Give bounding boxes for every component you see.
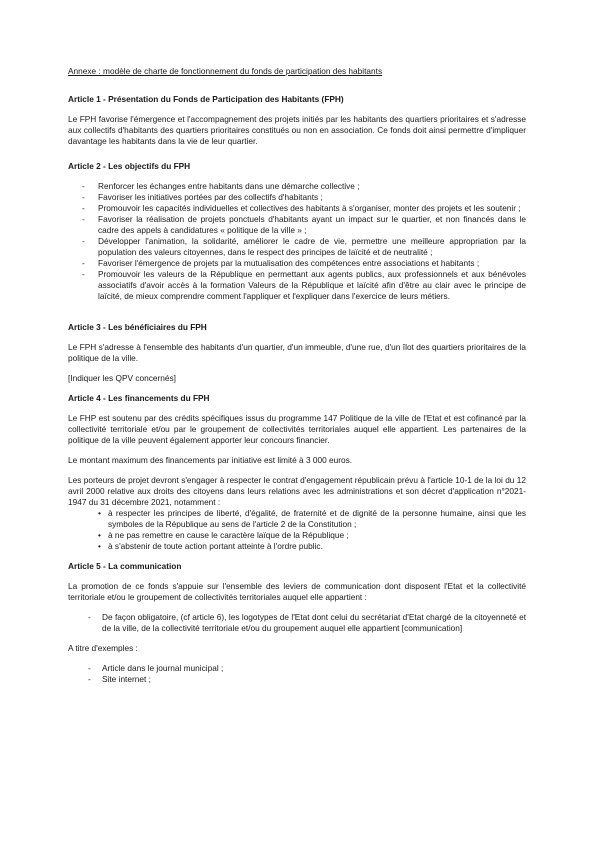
- article-1-title: Article 1 - Présentation du Fonds de Participation des Habitants (FPH): [68, 94, 344, 104]
- article-2-title: Article 2 - Les objectifs du FPH: [68, 161, 191, 171]
- objective-item: - Promouvoir les valeurs de la République en permettant aux agents publics, aux professionnels et aux bénévoles associatifs d'avoir accès à la formation Valeurs de la République et laïcité afin d'être au clair avec le principe de laïcité, de mieux comprendre comment l'appliquer et l'expliquer dans l'exercice de leurs métiers.: [68, 269, 526, 302]
- communication-item: - De façon obligatoire, (cf article 6), les logotypes de l'Etat dont celui du secrétariat d'Etat chargé de la citoyenneté et de la ville, de la collectivité territoriale et/ou du groupement auquel elle appartient [communication]: [68, 612, 526, 634]
- objective-item: - Développer l'animation, la solidarité, améliorer le cadre de vie, permettre une meilleure appropriation par la population des valeurs citoyennes, dans le respect des principes de laïcité et de neutralité ;: [68, 236, 526, 258]
- objective-item: - Favoriser l'émergence de projets par la mutualisation des compétences entre associations et habitants ;: [68, 258, 526, 269]
- commitment-item: • à respecter les principes de liberté, d'égalité, de fraternité et de dignité de la personne humaine, ainsi que les symboles de la République au sens de l'article 2 de la Constitution ;: [68, 508, 526, 530]
- objective-item: - Favoriser la réalisation de projets ponctuels d'habitants ayant un impact sur le quartier, et non financés dans le cadre des appels à candidatures « politique de la ville » ;: [68, 214, 526, 236]
- commitments-list: [68, 508, 526, 552]
- article-3-note: [Indiquer les QPV concernés]: [68, 373, 176, 383]
- commitment-item: • à ne pas remettre en cause le caractère laïque de la République ;: [68, 530, 526, 541]
- examples-intro: A titre d'exemples :: [68, 643, 138, 653]
- objective-item: - Promouvoir les capacités individuelles et collectives des habitants à s'organiser, monter des projets et les soutenir ;: [68, 203, 526, 214]
- objective-item: - Favoriser les initiatives portées par des collectifs d'habitants ;: [68, 192, 526, 203]
- communication-list: [68, 612, 526, 634]
- article-3-text: Le FPH s'adresse à l'ensemble des habitants d'un quartier, d'un immeuble, d'une rue, d'un îlot des quartiers prioritaires de la politique de la ville.: [68, 342, 526, 363]
- objectives-list: [68, 181, 526, 302]
- article-5-title: Article 5 - La communication: [68, 561, 182, 571]
- example-item: - Site internet ;: [68, 674, 526, 685]
- document-page: [68, 66, 526, 685]
- example-item: - Article dans le journal municipal ;: [68, 663, 526, 674]
- article-4-text-3: Les porteurs de projet devront s'engager à respecter le contrat d'engagement républicain prévu à l'article 10-1 de la loi du 12 avril 2000 relative aux droits des citoyens dans leurs relations avec les administrations et son décret d'application n°2021-1947 du 31 décembre 2021, notamment :: [68, 475, 526, 507]
- objective-item: - Renforcer les échanges entre habitants dans une démarche collective ;: [68, 181, 526, 192]
- article-4-text-1: Le FHP est soutenu par des crédits spécifiques issus du programme 147 Politique de la ville de l'Etat et est cofinancé par la collectivité territoriale et/ou par le groupement de collectivités territoriales auquel elle appartient. Les partenaires de la politique de la ville peuvent également apporter leur concours financier.: [68, 413, 526, 445]
- examples-list: [68, 663, 526, 685]
- article-3-title: Article 3 - Les bénéficiaires du FPH: [68, 322, 207, 332]
- article-1-text: Le FPH favorise l'émergence et l'accompagnement des projets initiés par les habitants des quartiers prioritaires et s'adresse aux collectifs d'habitants des quartiers prioritaires constitués ou non en association. Ce fonds doit ainsi permettre d'impliquer davantage les habitants dans la vie de leur quartier.: [68, 114, 526, 146]
- article-4-title: Article 4 - Les financements du FPH: [68, 393, 210, 403]
- commitment-item: • à s'abstenir de toute action portant atteinte à l'ordre public.: [68, 541, 526, 552]
- article-5-text-1: La promotion de ce fonds s'appuie sur l'ensemble des leviers de communication dont disposent l'Etat et la collectivité territoriale et/ou le groupement de collectivités territoriales auquel elle appartient :: [68, 581, 526, 602]
- annex-title: Annexe : modèle de charte de fonctionnement du fonds de participation des habitants: [68, 66, 383, 76]
- article-4-text-2: Le montant maximum des financements par initiative est limité à 3 000 euros.: [68, 455, 353, 465]
